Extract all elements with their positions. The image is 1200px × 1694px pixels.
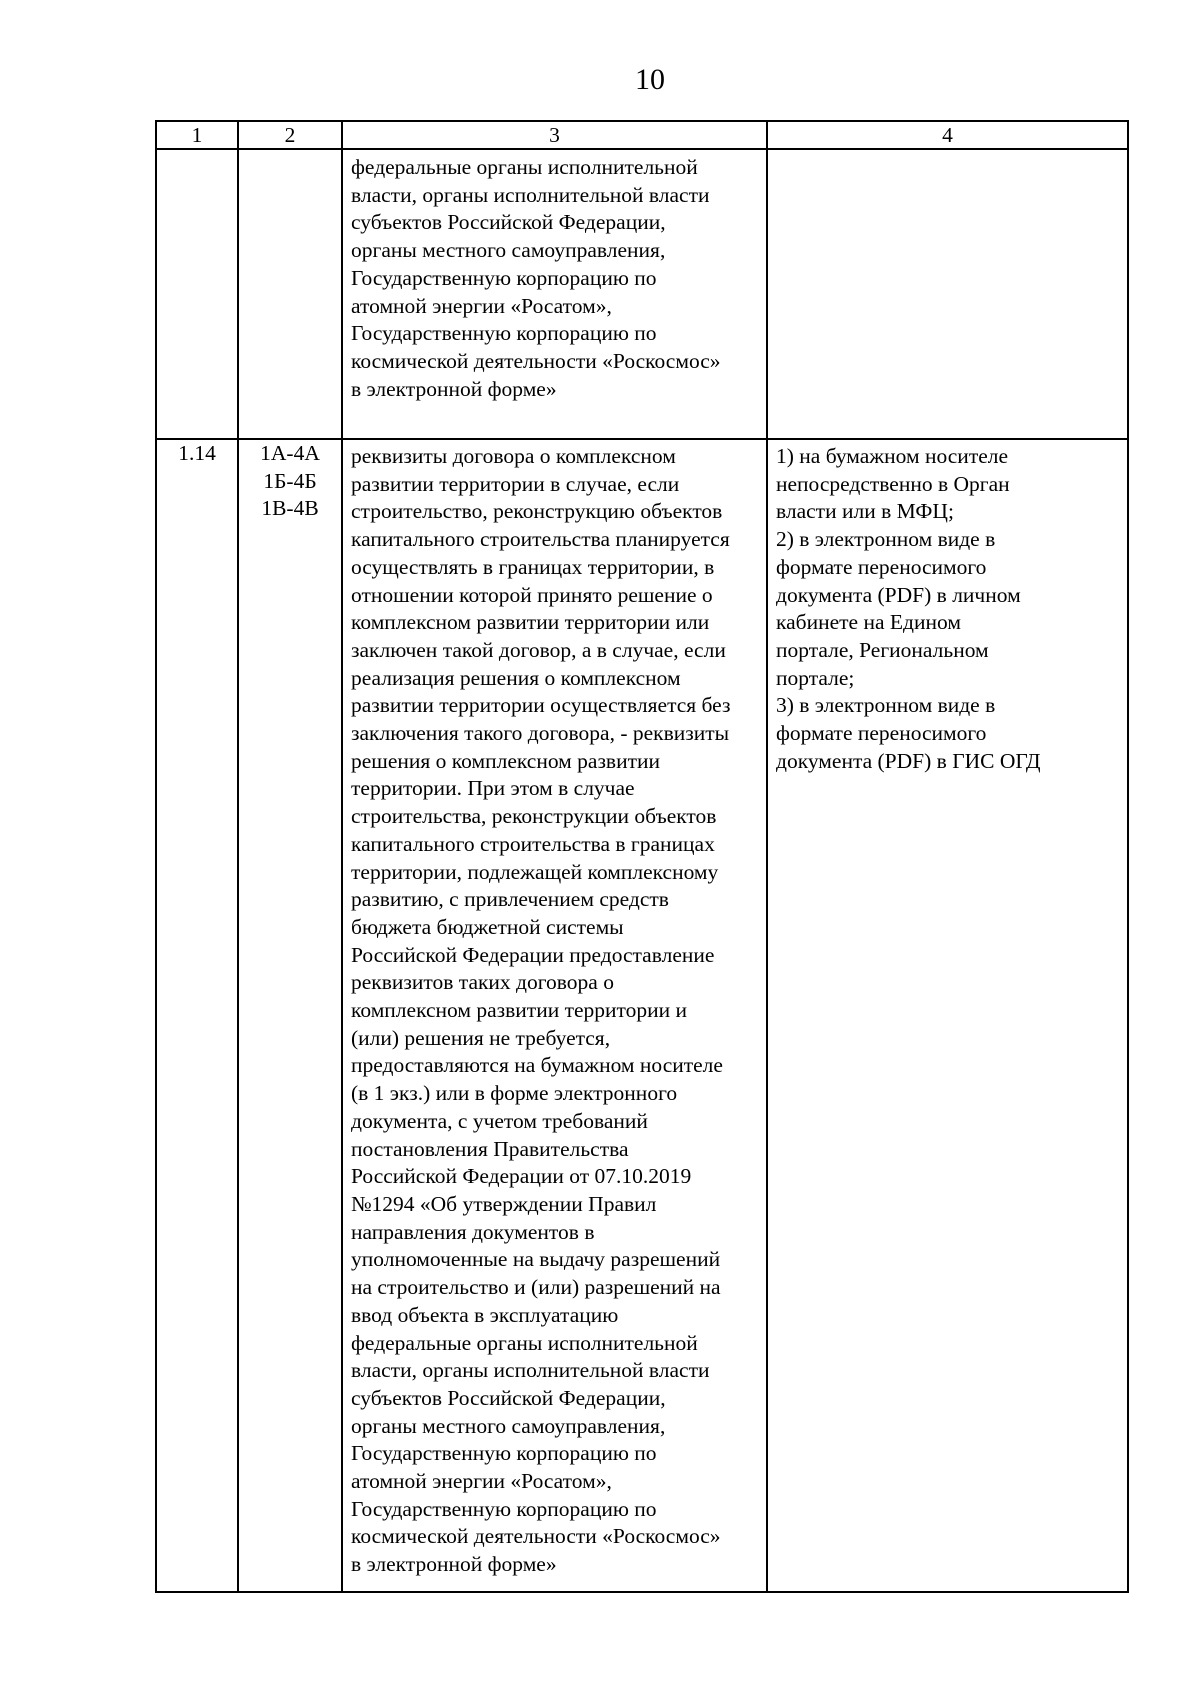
text-line: территории, подлежащей комплексному [351, 859, 719, 884]
table-row [156, 149, 1128, 439]
text-line: кабинете на Едином [776, 610, 961, 635]
text-line: непосредственно в Орган [776, 471, 1010, 496]
text-line: комплексном развитии территории или [351, 610, 710, 635]
page-number: 10 [635, 63, 665, 96]
text-line: портале; [776, 665, 855, 690]
header-col-2: 2 [238, 121, 342, 149]
row-number-cell: 1.14 [156, 439, 238, 1592]
codes-cell [238, 149, 342, 439]
text-line: (или) решения не требуется, [351, 1025, 611, 1050]
table-header-row [156, 121, 1128, 149]
text-line: реквизиты договора о комплексном [351, 444, 676, 468]
text-line: власти, органы исполнительной власти [351, 182, 710, 207]
text-line: бюджета бюджетной системы [351, 914, 624, 939]
text-line: строительство, реконструкцию объектов [351, 499, 723, 524]
text-line: направления документов в [351, 1219, 595, 1244]
text-line: развитии территории в случае, если [351, 471, 680, 496]
text-line: осуществлять в границах территории, в [351, 554, 715, 579]
submission-method-cell [767, 439, 1128, 1592]
text-line: №1294 «Об утверждении Правил [351, 1191, 657, 1216]
text-line: территории. При этом в случае [351, 776, 635, 801]
text-line: атомной энергии «Росатом», [351, 1469, 612, 1494]
text-line: 1) на бумажном носителе [776, 444, 1009, 468]
text-line: Государственную корпорацию по [351, 321, 657, 346]
submission-method-cell [767, 149, 1128, 439]
text-line: федеральные органы исполнительной [351, 1330, 698, 1355]
text-line: космической деятельности «Роскосмос» [351, 1524, 721, 1549]
text-line: документа (PDF) в личном [776, 582, 1021, 607]
text-line: субъектов Российской Федерации, [351, 1385, 666, 1410]
text-line: заключения такого договора, - реквизиты [351, 721, 730, 746]
text-line: власти или в МФЦ; [776, 499, 954, 524]
text-line: предоставляются на бумажном носителе [351, 1053, 723, 1078]
text-line: Государственную корпорацию по [351, 265, 657, 290]
text-line: 1А-4А [260, 441, 320, 465]
text-line: реквизитов таких договора о [351, 970, 614, 995]
text-line: субъектов Российской Федерации, [351, 210, 666, 235]
text-line: отношении которой принято решение о [351, 582, 713, 607]
text-line: органы местного самоуправления, [351, 1413, 666, 1438]
text-line: Российской Федерации от 07.10.2019 [351, 1164, 692, 1189]
text-line: на строительство и (или) разрешений на [351, 1275, 721, 1300]
text-line: формате переносимого [776, 554, 987, 579]
header-col-1: 1 [156, 121, 238, 149]
text-line: в электронной форме» [351, 1552, 557, 1577]
text-line: 3) в электронном виде в [776, 693, 996, 718]
text-line: капитального строительства планируется [351, 527, 730, 552]
requirement-text-cell [342, 439, 767, 1592]
text-line: органы местного самоуправления, [351, 238, 666, 263]
text-line: ввод объекта в эксплуатацию [351, 1302, 619, 1327]
text-line: космической деятельности «Роскосмос» [351, 348, 721, 373]
text-line: реализация решения о комплексном [351, 665, 681, 690]
text-line: 2) в электронном виде в [776, 527, 996, 552]
requirement-text-cell [342, 149, 767, 439]
text-line: Государственную корпорацию по [351, 1496, 657, 1521]
row-number-cell [156, 149, 238, 439]
text-line: Государственную корпорацию по [351, 1441, 657, 1466]
text-line: формате переносимого [776, 721, 987, 746]
table-row [156, 439, 1128, 1592]
header-col-4: 4 [767, 121, 1128, 149]
document-table [155, 120, 1129, 1593]
text-line: 1В-4В [261, 496, 319, 521]
text-line: в электронной форме» [351, 376, 557, 401]
text-line: решения о комплексном развитии [351, 748, 660, 773]
header-col-3: 3 [342, 121, 767, 149]
text-line: федеральные органы исполнительной [351, 155, 698, 179]
text-line: развитии территории осуществляется без [351, 693, 731, 718]
text-line: атомной энергии «Росатом», [351, 293, 612, 318]
text-line: Российской Федерации предоставление [351, 942, 715, 967]
text-line: постановления Правительства [351, 1136, 629, 1161]
text-line: документа (PDF) в ГИС ОГД [776, 748, 1041, 773]
text-line: строительства, реконструкции объектов [351, 804, 717, 829]
text-line: портале, Региональном [776, 637, 989, 662]
text-line: (в 1 экз.) или в форме электронного [351, 1081, 678, 1106]
text-line: власти, органы исполнительной власти [351, 1358, 710, 1383]
text-line: капитального строительства в границах [351, 831, 715, 856]
text-line: 1Б-4Б [263, 468, 317, 493]
codes-cell [238, 439, 342, 1592]
text-line: комплексном развитии территории и [351, 998, 688, 1023]
text-line: развитию, с привлечением средств [351, 887, 669, 912]
text-line: уполномоченные на выдачу разрешений [351, 1247, 721, 1272]
text-line: заключен такой договор, а в случае, если [351, 637, 726, 662]
text-line: документа, с учетом требований [351, 1108, 648, 1133]
